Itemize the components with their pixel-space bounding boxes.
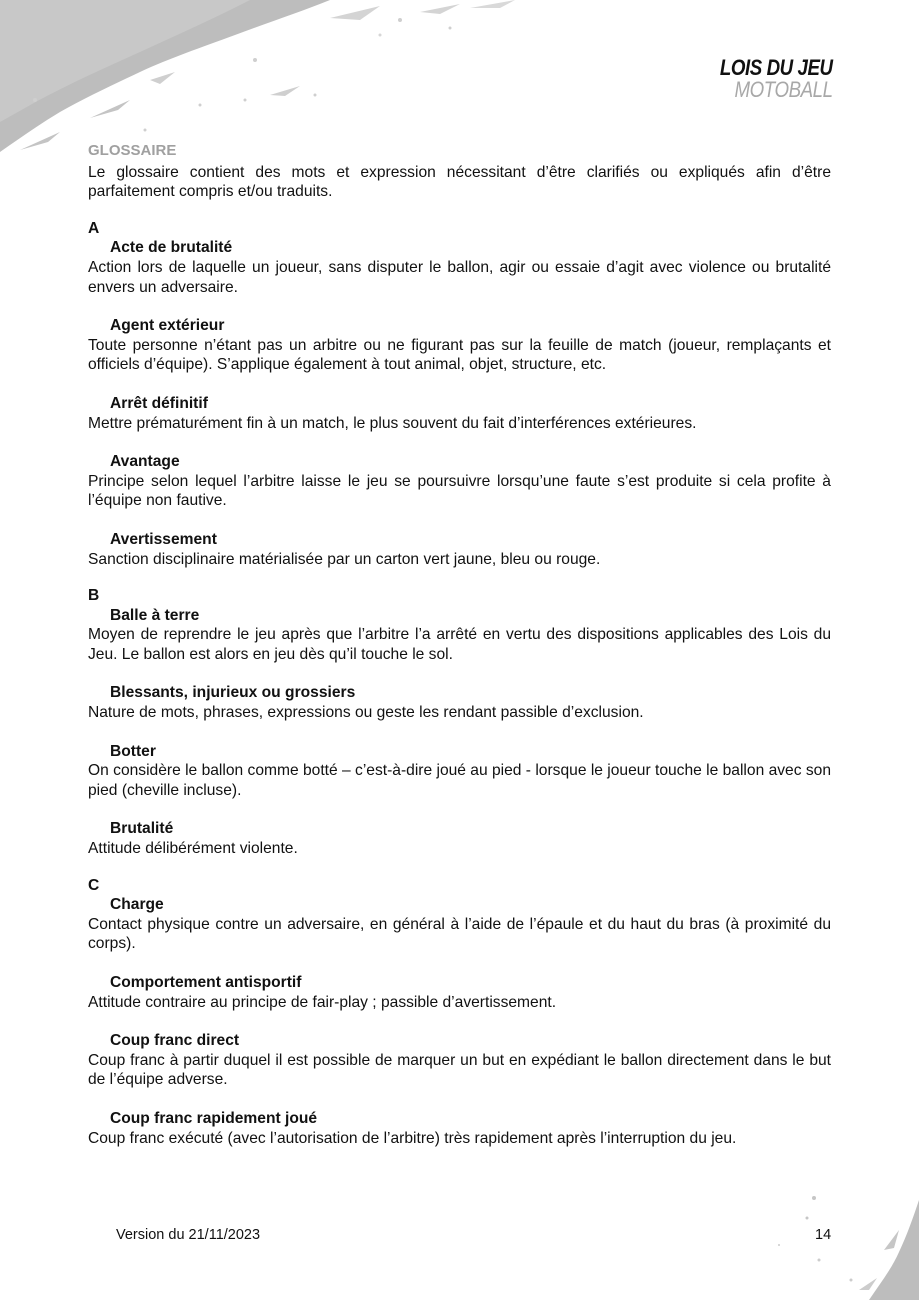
glossary-definition: Coup franc à partir duquel il est possible de marquer un but en expédiant le ballon directement dans le but de l’équipe adverse. bbox=[88, 1051, 831, 1089]
glossary-definition: Principe selon lequel l’arbitre laisse le jeu se poursuivre lorsqu’une faute s’est produite si cela profite à l’équipe non fautive. bbox=[88, 472, 831, 510]
glossary-definition: Sanction disciplinaire matérialisée par un carton vert jaune, bleu ou rouge. bbox=[88, 550, 601, 568]
glossary-definition: Coup franc exécuté (avec l’autorisation de l’arbitre) très rapidement après l’interruption du jeu. bbox=[88, 1129, 737, 1147]
section-heading: GLOSSAIRE bbox=[88, 142, 177, 159]
glossary-entry bbox=[88, 1109, 831, 1148]
glossary-entry bbox=[88, 606, 831, 665]
logo bbox=[700, 57, 833, 101]
glossary-term: Blessants, injurieux ou grossiers bbox=[110, 684, 356, 702]
glossary-entry bbox=[88, 316, 831, 375]
glossary-section-c bbox=[88, 876, 831, 1149]
glossary-entry bbox=[88, 394, 831, 433]
glossary-entry bbox=[88, 819, 831, 858]
glossary-section-b bbox=[88, 586, 831, 859]
glossary-term: Charge bbox=[110, 896, 164, 914]
glossary-term: Balle à terre bbox=[110, 606, 200, 624]
glossary-definition: Contact physique contre un adversaire, en général à l’aide de l’épaule et du haut du bras (à proximité du corps). bbox=[88, 915, 831, 953]
glossary-definition: Attitude contraire au principe de fair-play ; passible d’avertissement. bbox=[88, 993, 557, 1011]
glossary-definition: Toute personne n’étant pas un arbitre ou ne figurant pas sur la feuille de match (joueur, remplaçants et officiels d’équipe). S’applique également à tout animal, objet, structure, etc. bbox=[88, 336, 831, 374]
glossary-definition: Nature de mots, phrases, expressions ou geste les rendant passible d’exclusion. bbox=[88, 704, 644, 722]
glossary-term: Coup franc rapidement joué bbox=[110, 1109, 318, 1127]
glossary-term: Coup franc direct bbox=[110, 1032, 240, 1050]
page-number: 14 bbox=[815, 1227, 832, 1243]
glossary-entry bbox=[88, 895, 831, 954]
brush-stroke-decoration-corner bbox=[759, 1190, 919, 1300]
glossary-entry bbox=[88, 973, 831, 1012]
glossary-definition: Moyen de reprendre le jeu après que l’arbitre l’a arrêté en vertu des dispositions applicables des Lois du Jeu. Le ballon est alors en jeu dès qu’il touche le sol. bbox=[88, 626, 831, 663]
glossary-term: Arrêt définitif bbox=[110, 394, 208, 412]
glossary-definition: Mettre prématurément fin à un match, le plus souvent du fait d’interférences extérieures. bbox=[88, 414, 697, 432]
glossary-term: Brutalité bbox=[110, 820, 174, 838]
glossary-definition: Attitude délibérément violente. bbox=[88, 840, 298, 858]
intro-paragraph: Le glossaire contient des mots et expression nécessitant d’être clarifiés ou expliqués afin d’être parfaitement compris et/ou traduits. bbox=[88, 163, 831, 201]
section-letter: B bbox=[88, 587, 100, 605]
glossary-entry bbox=[88, 530, 831, 569]
glossary-term: Botter bbox=[110, 742, 156, 760]
section-letter: C bbox=[88, 876, 100, 894]
glossary-term: Avertissement bbox=[110, 530, 217, 548]
glossary-term: Acte de brutalité bbox=[110, 239, 233, 257]
glossary-definition: On considère le ballon comme botté – c’est-à-dire joué au pied - lorsque le joueur touche le ballon avec son pied (cheville incluse). bbox=[88, 762, 831, 799]
glossary-definition: Action lors de laquelle un joueur, sans disputer le ballon, agir ou essaie d’agit avec violence ou brutalité envers un adversaire. bbox=[88, 258, 831, 296]
glossary-term: Agent extérieur bbox=[110, 317, 225, 335]
logo-subtitle: MOTOBALL bbox=[734, 77, 833, 102]
logo-title: LOIS DU JEU bbox=[720, 55, 833, 80]
glossary-section-a bbox=[88, 219, 831, 569]
glossary-term: Avantage bbox=[110, 453, 180, 471]
document-body bbox=[88, 141, 831, 1148]
glossary-entry bbox=[88, 683, 831, 722]
section-letter: A bbox=[88, 219, 100, 237]
footer-version: Version du 21/11/2023 bbox=[116, 1227, 261, 1243]
glossary-entry bbox=[88, 1031, 831, 1090]
glossary-entry bbox=[88, 452, 831, 511]
glossary-entry bbox=[88, 742, 831, 801]
glossary-term: Comportement antisportif bbox=[110, 974, 302, 991]
glossary-entry bbox=[88, 238, 831, 297]
